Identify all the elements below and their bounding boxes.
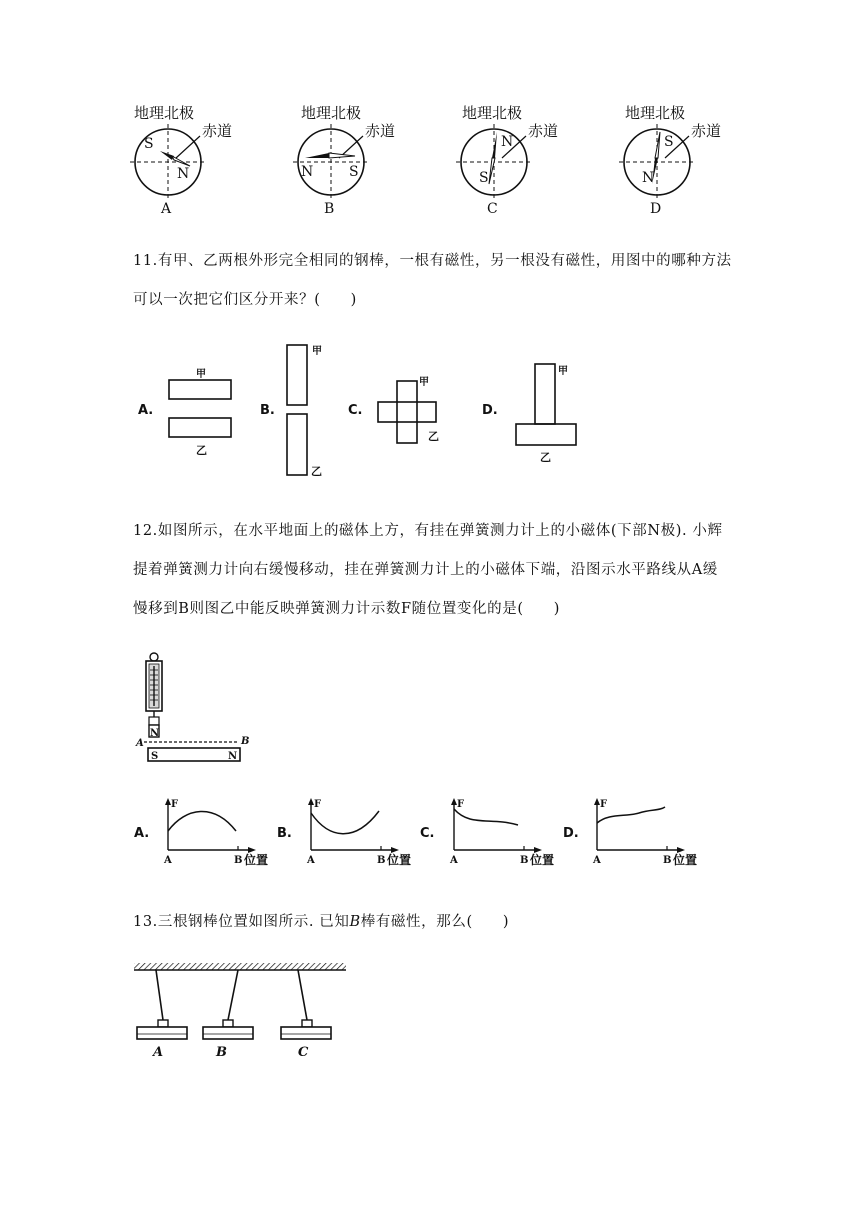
option-label: C. (420, 826, 435, 841)
option-letter: D (650, 201, 662, 217)
q12-text-line-1: 12.如图所示，在水平地面上的磁体上方，有挂在弹簧测力计上的小磁体(下部N极). 小辉 (133, 523, 723, 539)
magnet-right-pole: N (228, 751, 238, 762)
compass-option-c (456, 104, 558, 217)
rod-a-label: A (153, 1045, 164, 1060)
rod-yi-label: 乙 (428, 430, 439, 443)
small-magnet-pole: N (150, 728, 160, 739)
q13-prefix: 13.三根钢棒位置如图所示. 已知 (133, 914, 350, 930)
x-axis-start-label: A (450, 855, 458, 866)
needle-pole-2: S (479, 170, 489, 186)
q13-text (133, 910, 509, 931)
equator-label: 赤道 (202, 122, 233, 140)
compass-option-b (293, 104, 395, 217)
q11-text-line-1: 11.有甲、乙两根外形完全相同的钢棒，一根有磁性，另一根没有磁性，用图中的哪种方法 (133, 253, 732, 269)
rod-jia-label: 甲 (419, 377, 429, 388)
q11-rod-figures (130, 338, 600, 480)
rod-jia-label: 甲 (196, 369, 206, 380)
rod-jia-label: 甲 (312, 346, 322, 357)
q13-hanging-rods (130, 955, 350, 1065)
option-c-label: C. (348, 403, 363, 418)
x-axis-name: 位置 (673, 853, 698, 867)
y-axis-label: F (171, 799, 179, 810)
needle-pole-1: S (144, 136, 154, 152)
rod-yi-label: 乙 (311, 465, 322, 478)
graph-option-b (277, 798, 411, 867)
x-axis-end-label: B (663, 855, 672, 866)
graph-option-a (134, 798, 268, 867)
path-start-label: A (136, 738, 144, 749)
q12-force-graphs (130, 795, 720, 873)
needle-pole-2: S (349, 164, 359, 180)
force-curve (454, 809, 518, 825)
q12-spring-scale-apparatus (130, 650, 260, 768)
equator-label: 赤道 (528, 122, 559, 140)
q13-rod-b: B (349, 914, 361, 930)
x-axis-start-label: A (164, 855, 172, 866)
option-b-label: B. (260, 403, 275, 418)
x-axis-start-label: A (307, 855, 315, 866)
needle-pole-2: N (177, 166, 190, 182)
graph-option-c (420, 798, 554, 867)
option-label: D. (563, 826, 579, 841)
needle-pole-1: N (301, 164, 314, 180)
q11-text-line-2: 可以一次把它们区分开来？( ) (133, 292, 357, 308)
rod-c-label: C (298, 1045, 309, 1060)
graph-option-d (563, 798, 697, 867)
option-label: B. (277, 826, 292, 841)
path-end-label: B (241, 736, 250, 747)
north-pole-label: 地理北极 (625, 104, 686, 122)
force-curve (311, 811, 379, 834)
rod-jia-label: 甲 (558, 366, 568, 377)
q12-text-line-2: 提着弹簧测力计向右缓慢移动，挂在弹簧测力计上的小磁体下端，沿图示水平路线从A缓 (133, 562, 718, 578)
option-d-label: D. (482, 403, 498, 418)
north-pole-label: 地理北极 (462, 104, 523, 122)
compass-option-d (619, 104, 721, 217)
rod-yi-label: 乙 (540, 451, 551, 464)
q12-text-line-3: 慢移到B则图乙中能反映弹簧测力计示数F随位置变化的是( ) (133, 601, 561, 617)
rod-yi-label: 乙 (196, 444, 207, 457)
x-axis-end-label: B (377, 855, 386, 866)
north-pole-label: 地理北极 (301, 104, 362, 122)
y-axis-label: F (457, 799, 465, 810)
option-letter: B (324, 201, 335, 217)
option-a-label: A. (138, 403, 154, 418)
x-axis-name: 位置 (387, 853, 412, 867)
equator-label: 赤道 (691, 122, 722, 140)
y-axis-label: F (314, 799, 322, 810)
y-axis-label: F (600, 799, 608, 810)
option-letter: A (161, 201, 172, 217)
x-axis-name: 位置 (244, 853, 269, 867)
q13-suffix: 棒有磁性，那么( ) (360, 914, 510, 930)
north-pole-label: 地理北极 (134, 104, 195, 122)
magnet-left-pole: S (151, 751, 159, 762)
force-curve (597, 807, 665, 823)
needle-pole-1: S (664, 134, 674, 150)
x-axis-end-label: B (234, 855, 243, 866)
option-label: A. (134, 826, 150, 841)
q10-compass-figures (120, 96, 740, 220)
x-axis-end-label: B (520, 855, 529, 866)
equator-label: 赤道 (365, 122, 396, 140)
force-curve (168, 811, 236, 831)
compass-option-a (130, 104, 232, 217)
x-axis-name: 位置 (530, 853, 555, 867)
rod-b-label: B (216, 1045, 227, 1060)
option-letter: C (487, 201, 498, 217)
needle-pole-1: N (501, 134, 514, 150)
needle-pole-2: N (642, 170, 655, 186)
x-axis-start-label: A (593, 855, 601, 866)
